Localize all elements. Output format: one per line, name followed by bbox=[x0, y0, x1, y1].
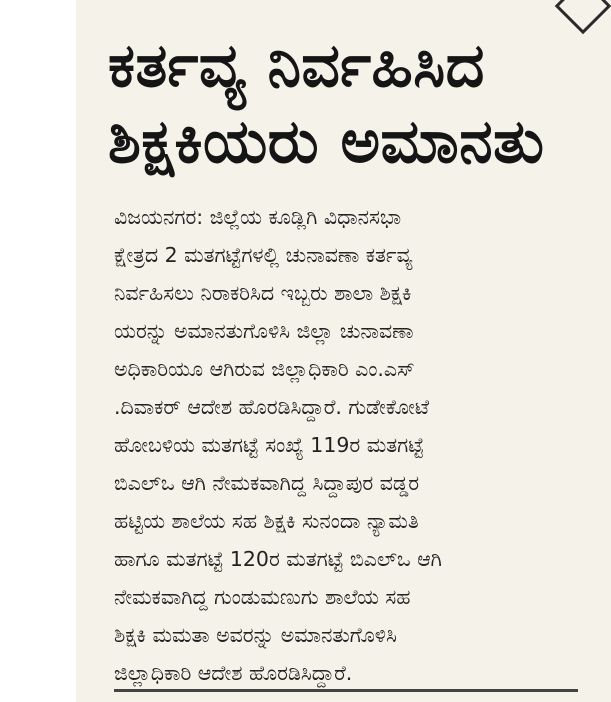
body-line: ಶಿಕ್ಷಕಿ ಮಮತಾ ಅವರನ್ನು ಅಮಾನತುಗೊಳಿಸಿ bbox=[114, 623, 397, 647]
body-line: ಜಿಲ್ಲಾಧಿಕಾರಿ ಆದೇಶ ಹೊರಡಿಸಿದ್ದಾರೆ. bbox=[114, 661, 353, 685]
body-line: ನಿರ್ವಹಿಸಲು ನಿರಾಕರಿಸಿದ ಇಬ್ಬರು ಶಾಲಾ ಶಿಕ್ಷಕಿ bbox=[114, 281, 412, 305]
article-body bbox=[114, 198, 576, 692]
body-line: .ದಿವಾಕರ್ ಆದೇಶ ಹೊರಡಿಸಿದ್ದಾರೆ. ಗುಡೇಕೋಟೆ bbox=[114, 395, 430, 419]
newspaper-clipping bbox=[76, 0, 611, 702]
body-line: ಕ್ಷೇತ್ರದ 2 ಮತಗಟ್ಟೆಗಳಲ್ಲಿ ಚುನಾವಣಾ ಕರ್ತವ್ಯ bbox=[114, 243, 413, 267]
body-line: ನೇಮಕವಾಗಿದ್ದ ಗುಂಡುಮಣುಗು ಶಾಲೆಯ ಸಹ bbox=[114, 585, 411, 609]
body-line: ಹಟ್ಟಿಯ ಶಾಲೆಯ ಸಹ ಶಿಕ್ಷಕಿ ಸುನಂದಾ ನ್ಯಾಮತಿ bbox=[114, 509, 419, 533]
article-headline bbox=[108, 28, 588, 180]
body-line: ವಿಜಯನಗರ: ಜಿಲ್ಲೆಯ ಕೂಡ್ಲಿಗಿ ವಿಧಾನಸಭಾ bbox=[114, 205, 402, 229]
body-line: ಯರನ್ನು ಅಮಾನತುಗೊಳಿಸಿ ಜಿಲ್ಲಾ ಚುನಾವಣಾ bbox=[114, 319, 414, 343]
body-line: ಬಿಎಲ್‌ಒ ಆಗಿ ನೇಮಕವಾಗಿದ್ದ ಸಿದ್ದಾಪುರ ವಡ್ಡರ bbox=[114, 471, 420, 495]
headline-line-2: ಶಿಕ್ಷಕಿಯರು ಅಮಾನತು bbox=[108, 107, 545, 177]
body-line: ಹೋಬಳಿಯ ಮತಗಟ್ಟೆ ಸಂಖ್ಯೆ 119ರ ಮತಗಟ್ಟೆ bbox=[114, 433, 424, 457]
page-margin bbox=[0, 0, 76, 702]
headline-line-1: ಕರ್ತವ್ಯ ನಿರ್ವಹಿಸಿದ bbox=[108, 31, 485, 101]
bottom-divider bbox=[114, 689, 578, 692]
body-line: ಹಾಗೂ ಮತಗಟ್ಟೆ 120ರ ಮತಗಟ್ಟೆ ಬಿಎಲ್‌ಒ ಆಗಿ bbox=[114, 547, 442, 571]
body-line: ಅಧಿಕಾರಿಯೂ ಆಗಿರುವ ಜಿಲ್ಲಾಧಿಕಾರಿ ಎಂ.ಎಸ್ bbox=[114, 357, 415, 381]
